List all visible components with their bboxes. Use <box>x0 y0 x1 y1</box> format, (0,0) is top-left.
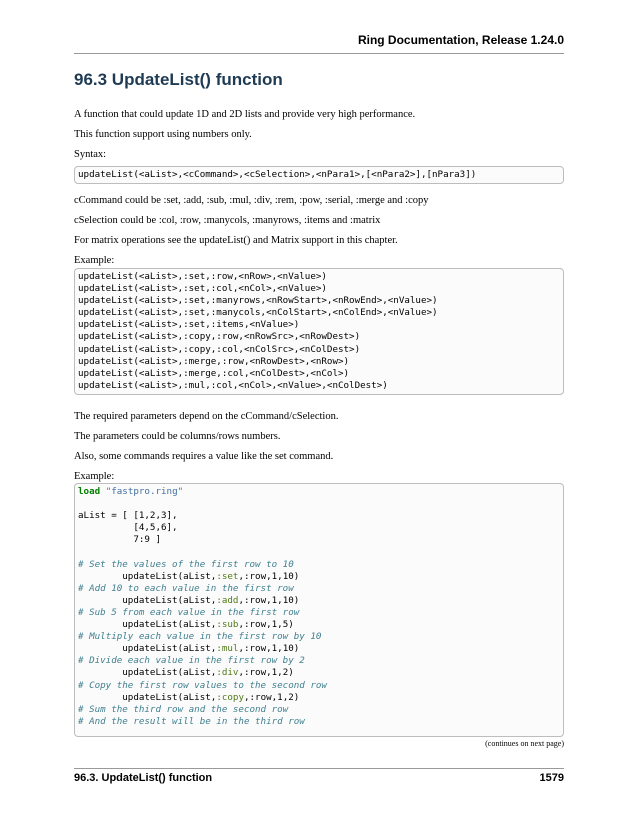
code-comment: # Copy the first row values to the second row <box>78 679 327 691</box>
code-call: updateList(aList, <box>122 570 217 582</box>
code-args: ,:row,1,5) <box>238 619 294 631</box>
code-call: updateList(aList, <box>122 667 217 679</box>
code-comment: # Add 10 to each value in the first row <box>78 582 294 594</box>
paragraph-cselection: cSelection could be :col, :row, :manycols, :manyrows, :items and :matrix <box>74 215 381 226</box>
paragraph-example2-label: Example: <box>74 471 115 482</box>
paragraph-matrix-note: For matrix operations see the updateList() and Matrix support in this chapter. <box>74 235 398 246</box>
code-args: ,:row,1,2) <box>238 667 294 679</box>
example2-code-block <box>74 483 564 737</box>
code-line: updateList(<aList>,:set,:row,<nRow>,<nValue>) <box>78 271 327 282</box>
code-line: updateList(<aList>,:merge,:row,<nRowDest>,<nRow>) <box>78 355 350 367</box>
code-line-blank <box>78 498 560 510</box>
code-call-line <box>78 667 560 679</box>
syntax-code-block <box>74 166 564 184</box>
code-args: ,:row,1,10) <box>238 570 300 582</box>
code-comment: # Sum the third row and the second row <box>78 703 289 715</box>
paragraph-syntax-label: Syntax: <box>74 149 107 160</box>
code-symbol: :add <box>216 594 239 606</box>
code-line: updateList(<aList>,:copy,:col,<nColSrc>,<nColDest>) <box>78 343 361 355</box>
code-comment: # Divide each value in the first row by 2 <box>78 655 305 667</box>
continues-note: (continues on next page) <box>485 739 564 748</box>
code-call: updateList(aList, <box>122 691 217 703</box>
code-line-alist: aList = [ [1,2,3], <box>78 510 178 522</box>
header-divider <box>74 53 564 54</box>
footer-section-title: 96.3. UpdateList() function <box>74 772 213 784</box>
code-call: updateList(aList, <box>122 643 217 655</box>
code-line-load <box>78 486 560 498</box>
code-comment: # Set the values of the first row to 10 <box>78 558 294 570</box>
code-line: updateList(<aList>,:mul,:col,<nCol>,<nValue>,<nColDest>) <box>78 379 388 391</box>
code-args: ,:row,1,2) <box>243 691 300 703</box>
code-symbol: :sub <box>216 619 239 631</box>
code-line: updateList(<aList>,:merge,:col,<nColDest>,<nCol>) <box>78 367 350 379</box>
code-line-blank <box>78 546 560 558</box>
paragraph-numbers-only: This function support using numbers only. <box>74 129 252 140</box>
paragraph-ccommand: cCommand could be :set, :add, :sub, :mul, :div, :rem, :pow, :serial, :merge and :copy <box>74 195 429 206</box>
code-args: ,:row,1,10) <box>238 594 300 606</box>
code-call-line <box>78 619 560 631</box>
keyword-load: load <box>78 486 101 497</box>
footer-divider <box>74 768 564 769</box>
string-filename: "fastpro.ring" <box>105 486 184 497</box>
code-line: updateList(<aList>,:copy,:row,<nRowSrc>,<nRowDest>) <box>78 331 361 343</box>
code-call: updateList(aList, <box>122 619 217 631</box>
code-call: updateList(aList, <box>122 594 217 606</box>
example1-code-block <box>74 268 564 395</box>
code-symbol: :mul <box>216 643 239 655</box>
paragraph-example-label: Example: <box>74 255 115 266</box>
page-header-title: Ring Documentation, Release 1.24.0 <box>357 33 564 47</box>
paragraph-intro: A function that could update 1D and 2D lists and provide very high performance. <box>74 109 416 120</box>
code-call-line <box>78 643 560 655</box>
paragraph-required-params: The required parameters depend on the cCommand/cSelection. <box>74 411 339 422</box>
code-comment: # Sub 5 from each value in the first row <box>78 606 300 618</box>
code-line-alist: [4,5,6], <box>78 522 178 534</box>
code-line: updateList(<aList>,:set,:manycols,<nColStart>,<nColEnd>,<nValue>) <box>78 307 438 319</box>
code-comment: # And the result will be in the third row <box>78 715 305 727</box>
code-symbol: :div <box>216 667 239 679</box>
code-call-line <box>78 571 560 583</box>
code-call-line <box>78 692 560 704</box>
code-line: updateList(<aList>,:set,:col,<nCol>,<nValue>) <box>78 283 327 295</box>
code-symbol: :copy <box>216 691 244 703</box>
syntax-code-line: updateList(<aList>,<cCommand>,<cSelection>,<nPara1>,[<nPara2>],[nPara3]) <box>78 169 477 180</box>
code-comment: # Multiply each value in the first row by 10 <box>78 631 322 643</box>
code-symbol: :set <box>216 570 239 582</box>
code-line: updateList(<aList>,:set,:manyrows,<nRowStart>,<nRowEnd>,<nValue>) <box>78 295 438 307</box>
code-call-line <box>78 595 560 607</box>
footer-page-number: 1579 <box>539 772 564 784</box>
paragraph-params-numbers: The parameters could be columns/rows numbers. <box>74 431 281 442</box>
paragraph-value-commands: Also, some commands requires a value like the set command. <box>74 451 334 462</box>
section-heading: 96.3 UpdateList() function <box>74 70 283 89</box>
code-line: updateList(<aList>,:set,:items,<nValue>) <box>78 319 300 331</box>
code-args: ,:row,1,10) <box>238 643 300 655</box>
code-line-alist: 7:9 ] <box>78 534 161 546</box>
